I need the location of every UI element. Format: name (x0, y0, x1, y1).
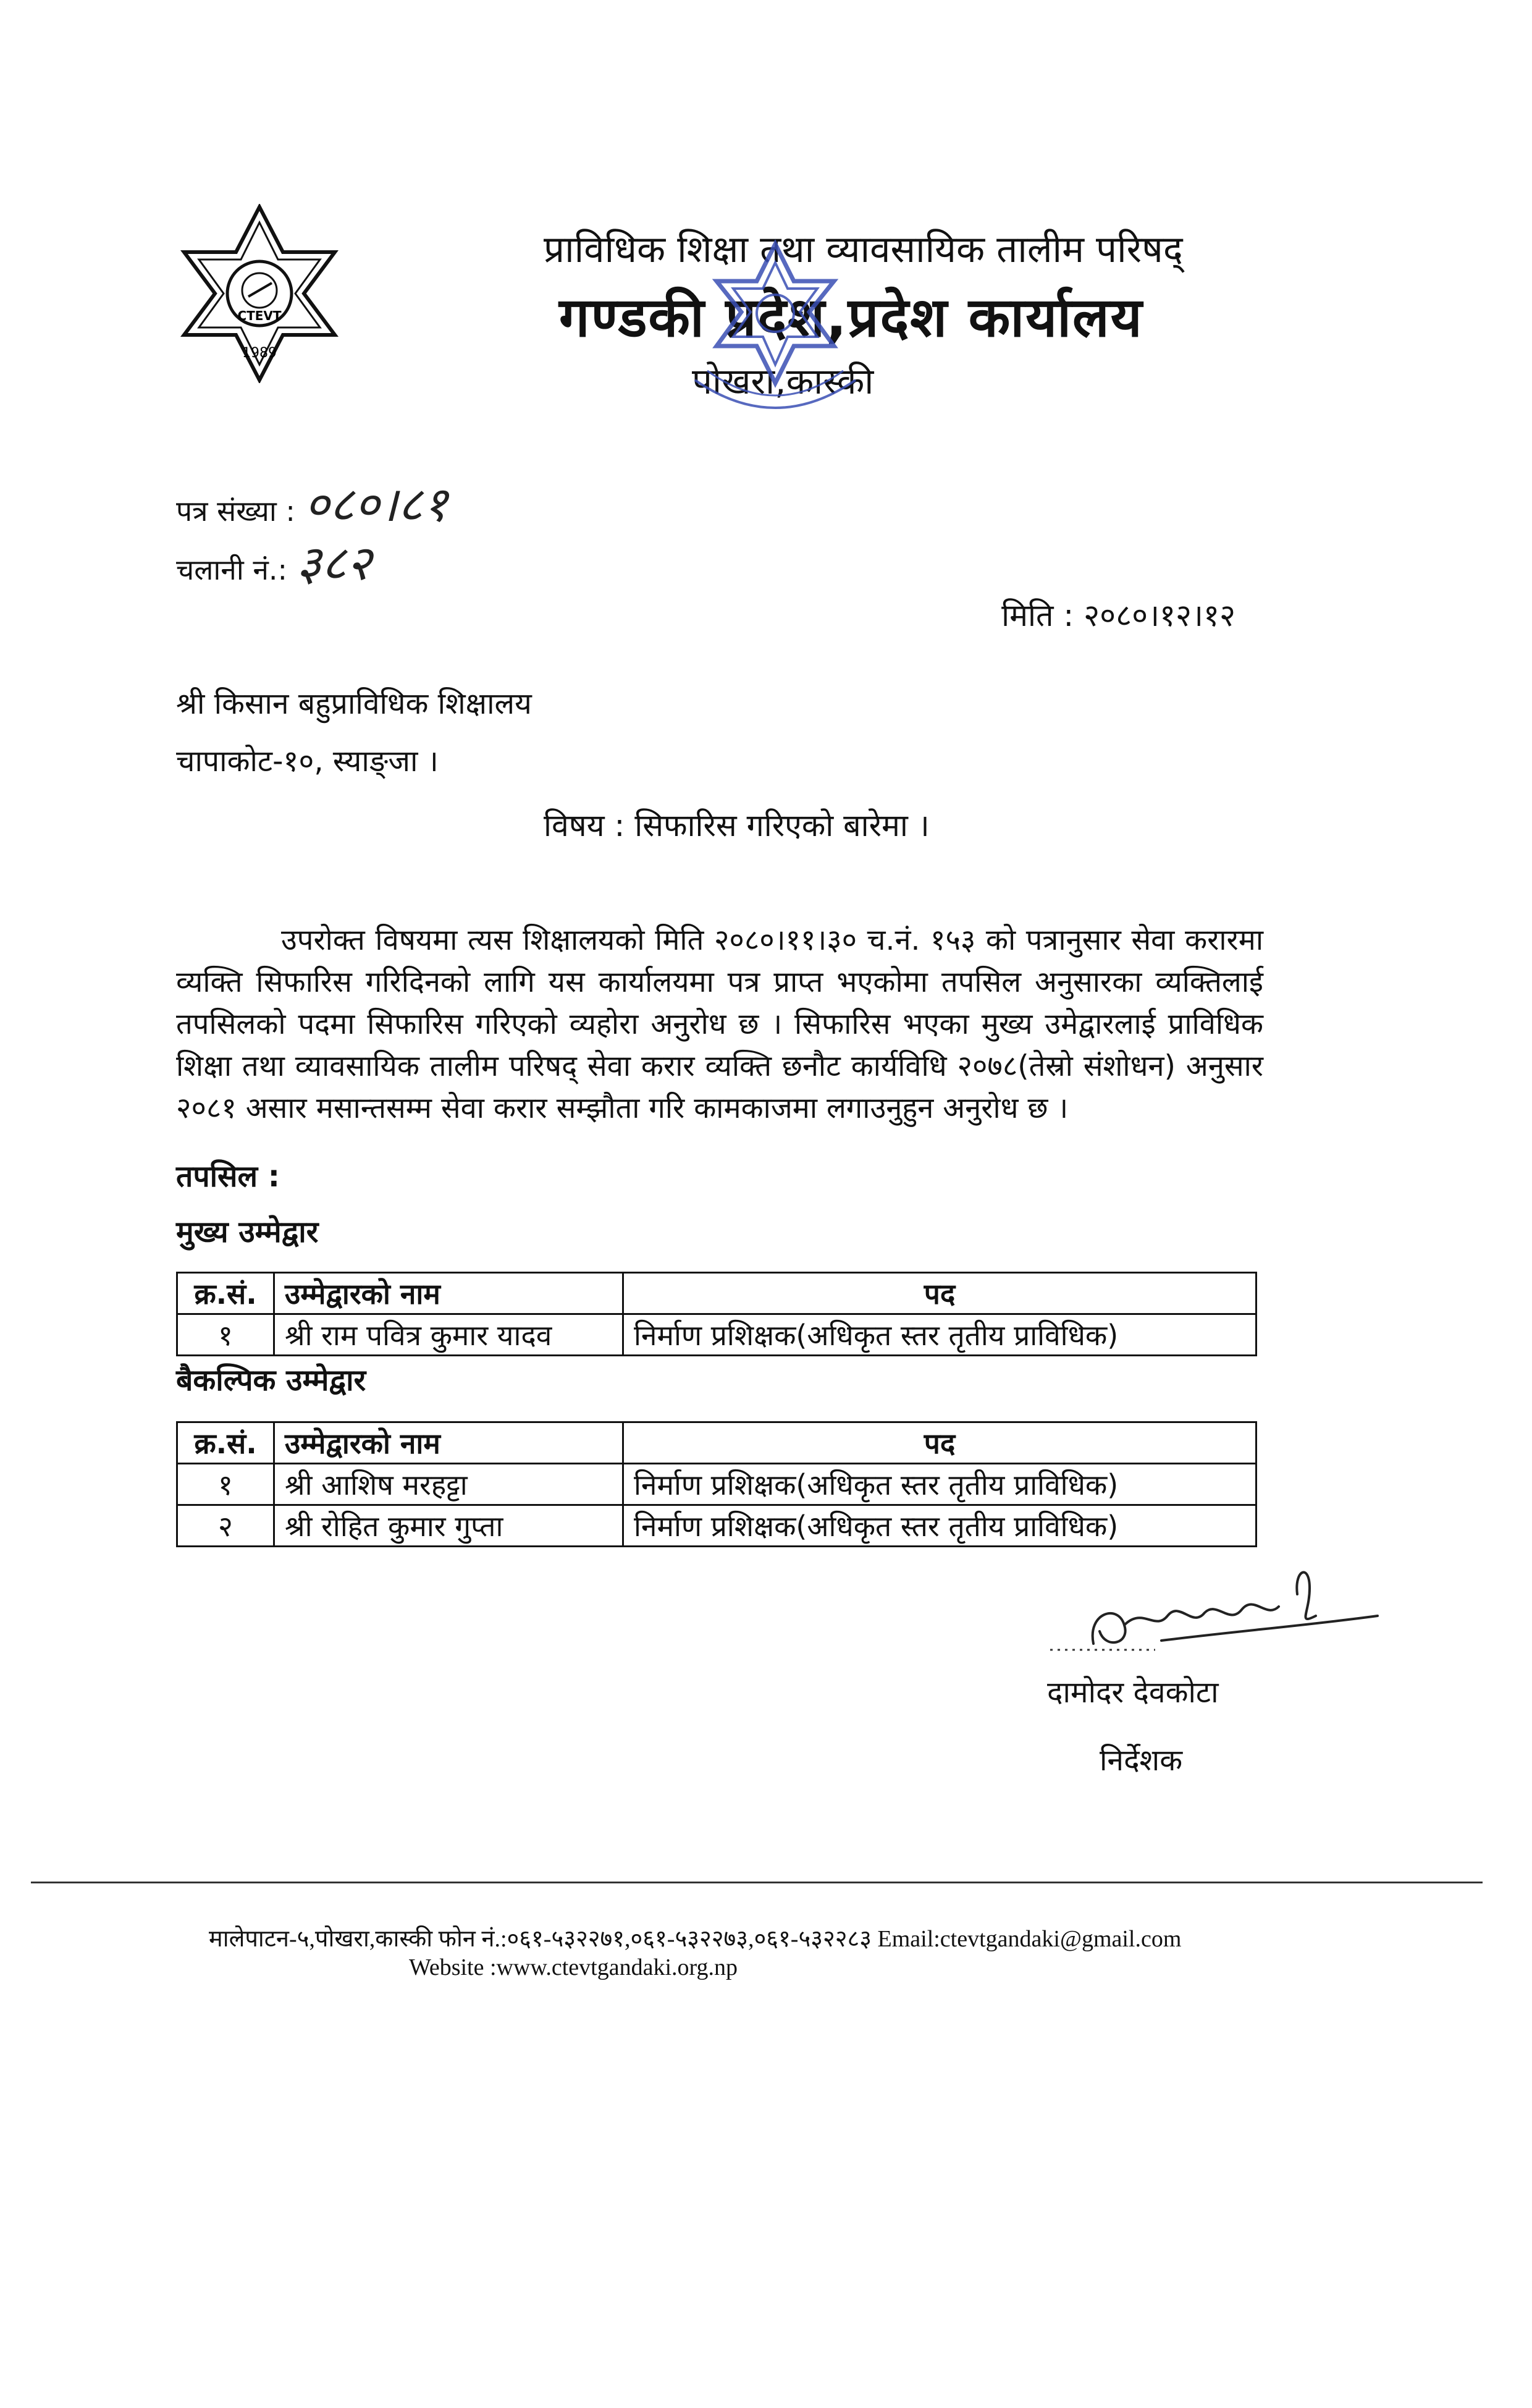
council-name: प्राविधिक शिक्षा तथा व्यावसायिक तालीम परिषद् (544, 228, 1183, 271)
patra-value: ०८०।८१ (304, 477, 448, 533)
office-location: पोखरा,कास्की (692, 360, 874, 402)
signatory-name: दामोदर देवकोटा (1047, 1675, 1219, 1710)
col-name: उम्मेद्वारको नाम (274, 1422, 623, 1464)
footer-website: Website :www.ctevtgandaki.org.np (409, 1954, 738, 1980)
alt-candidates-table (176, 1421, 1257, 1547)
chalani-label: चलानी नं.: (176, 553, 288, 586)
letter-body: उपरोक्त विषयमा त्यस शिक्षालयको मिति २०८०।११।३० च.नं. १५३ को पत्रानुसार सेवा करारमा व्यक्ति सिफारिस गरिदिनको लागि यस कार्यालयमा पत्र प्राप्त भएकोमा तपसिल अनुसारका व्यक्तिलाई तपसिलको पदमा सिफारिस गरिएको व्यहोरा अनुरोध छ । सिफारिस भएका मुख्य उमेद्वारलाई प्राविधिक शिक्षा तथा व्यावसायिक तालीम परिषद् सेवा करार व्यक्ति छनौट कार्यविधि २०७८(तेस्रो संशोधन) अनुसार २०८१ असार मसान्तसम्म सेवा करार सम्झौता गरि कामकाजमा लगाउनुहुन अनुरोध छ । (176, 923, 1263, 1125)
table-row (177, 1505, 1256, 1547)
office-name: गण्डकी प्रदेश,प्रदेश कार्यालय (559, 285, 1143, 349)
chalani-value: ३८२ (296, 536, 372, 591)
date-label: मिति : (1001, 598, 1074, 633)
cell-name: श्री राम पवित्र कुमार यादव (274, 1314, 623, 1356)
main-candidates-table (176, 1272, 1257, 1356)
col-sn: क्र.सं. (177, 1422, 274, 1464)
letter-date (1001, 593, 1235, 635)
tapasil-label: तपसिल : (176, 1159, 280, 1194)
letter-subject: विषय : सिफारिस गरिएको बारेमा । (544, 808, 930, 843)
recipient-address: चापाकोट-१०, स्याङ्जा । (176, 744, 439, 779)
col-sn: क्र.सं. (177, 1273, 274, 1314)
table-row (177, 1314, 1256, 1356)
recipient-name: श्री किसान बहुप्राविधिक शिक्षालय (176, 686, 532, 721)
cell-post: निर्माण प्रशिक्षक(अधिकृत स्तर तृतीय प्राविधिक) (623, 1464, 1256, 1505)
col-name: उम्मेद्वारको नाम (274, 1273, 623, 1314)
table-header-row (177, 1422, 1256, 1464)
footer-divider (31, 1882, 1483, 1883)
logo-year: 1989 (242, 345, 277, 361)
col-post: पद (623, 1422, 1256, 1464)
date-value: २०८०।१२।१२ (1084, 598, 1235, 633)
patra-sankhya (176, 470, 448, 535)
office-stamp (670, 238, 880, 436)
patra-label: पत्र संख्या : (176, 494, 295, 528)
main-candidates-heading: मुख्य उम्मेद्वार (176, 1215, 319, 1249)
cell-sn: १ (177, 1314, 274, 1356)
cell-post: निर्माण प्रशिक्षक(अधिकृत स्तर तृतीय प्राविधिक) (623, 1314, 1256, 1356)
col-post: पद (623, 1273, 1256, 1314)
chalani-number (176, 528, 371, 594)
handwritten-signature (1050, 1557, 1384, 1681)
table-row (177, 1464, 1256, 1505)
logo-text: CTEVT (237, 308, 282, 323)
alt-candidates-heading: बैकल्पिक उम्मेद्वार (176, 1363, 366, 1398)
signatory-title: निर्देशक (1100, 1743, 1183, 1778)
ctevt-logo (173, 204, 346, 383)
cell-name: श्री रोहित कुमार गुप्ता (274, 1505, 623, 1547)
cell-sn: २ (177, 1505, 274, 1547)
cell-sn: १ (177, 1464, 274, 1505)
footer-contact: मालेपाटन-५,पोखरा,कास्की फोन नं.:०६१-५३२२७१,०६१-५३२२७३,०६१-५३२२८३ Email:ctevtgandaki@gmail.com (209, 1926, 1182, 1952)
cell-post: निर्माण प्रशिक्षक(अधिकृत स्तर तृतीय प्राविधिक) (623, 1505, 1256, 1547)
cell-name: श्री आशिष मरहट्टा (274, 1464, 623, 1505)
table-header-row (177, 1273, 1256, 1314)
